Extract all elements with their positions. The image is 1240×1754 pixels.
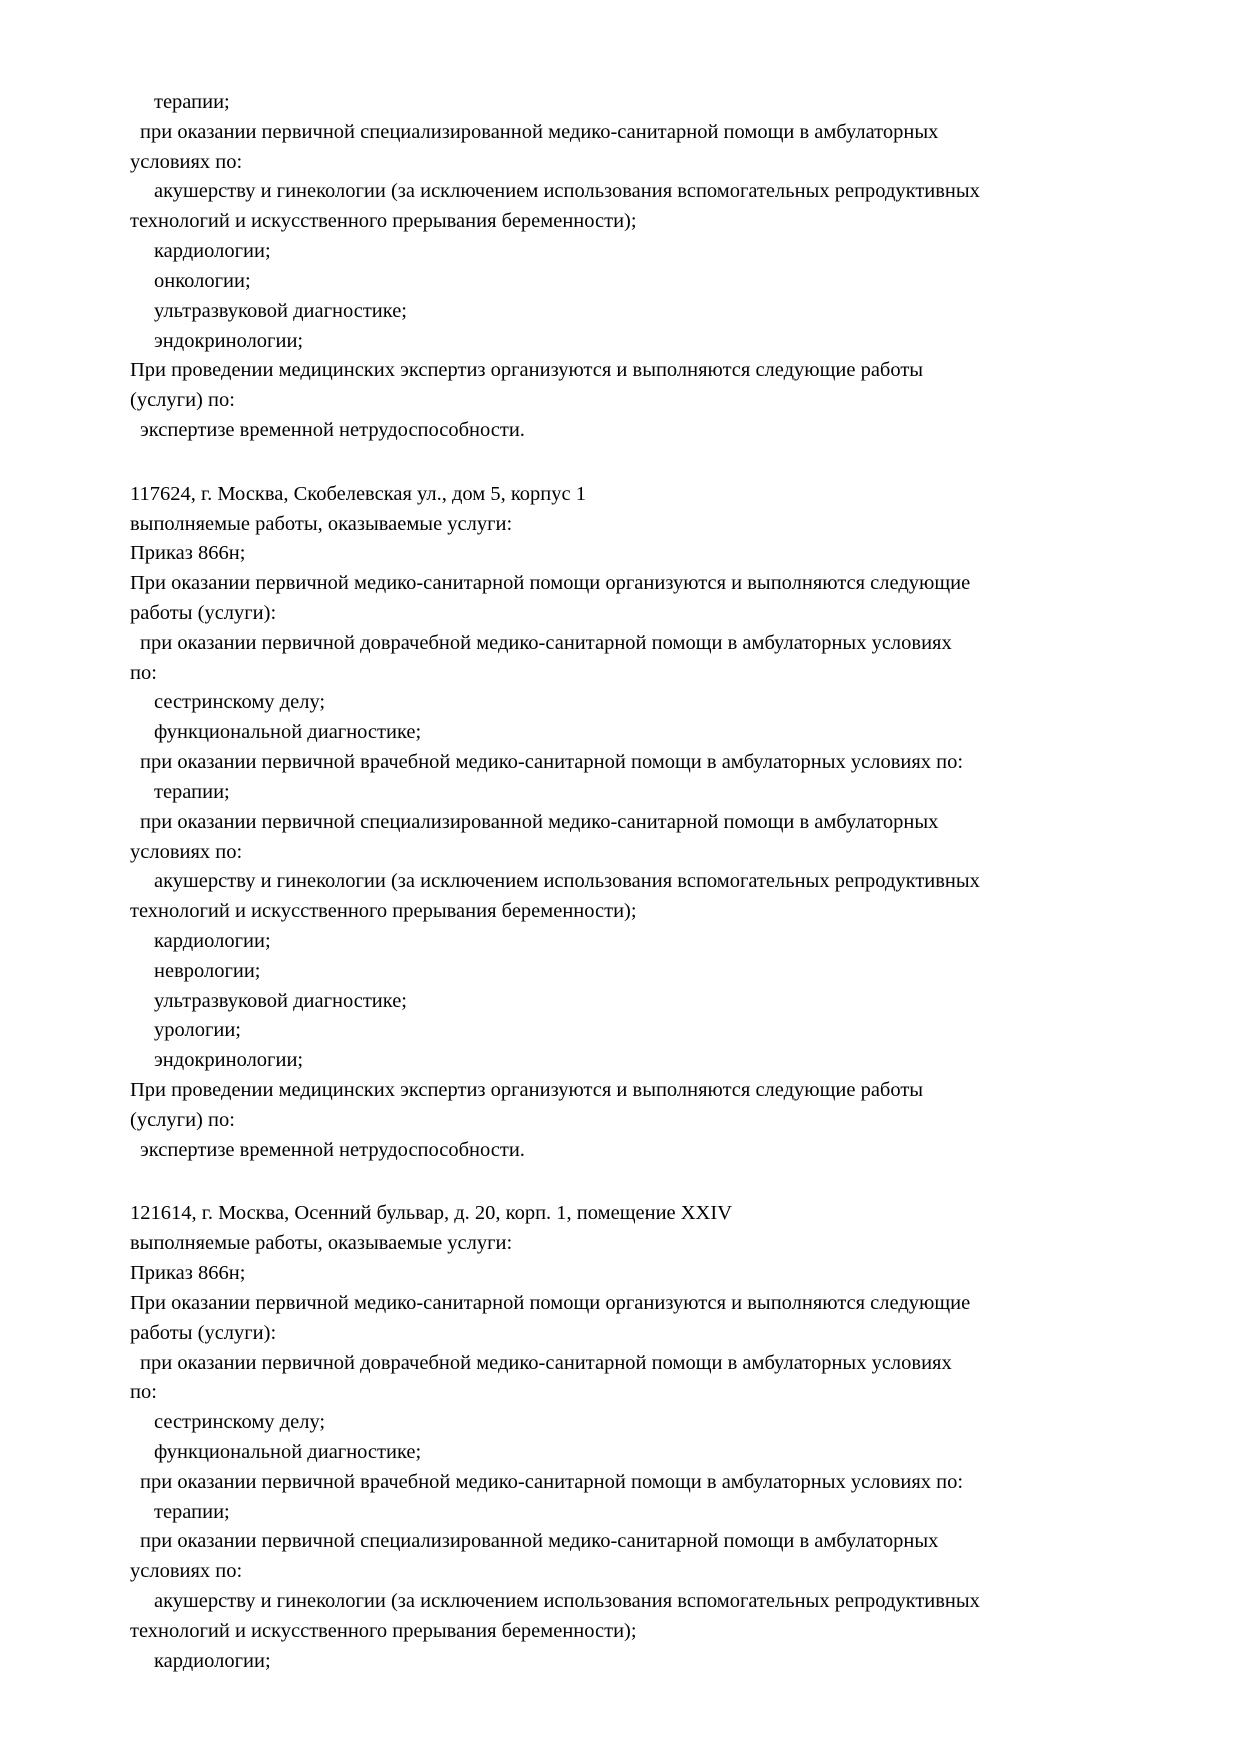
block-skobelevskaya bbox=[130, 480, 1110, 1166]
text-line: при оказании первичной специализированной медико-санитарной помощи в амбулаторных bbox=[140, 810, 939, 833]
text-line: (услуги) по: bbox=[130, 1108, 235, 1131]
text-line: условиях по: bbox=[130, 1560, 243, 1583]
text-line: технологий и искусственного прерывания беременности); bbox=[130, 210, 637, 233]
text-line: функциональной диагностике; bbox=[154, 1440, 422, 1463]
text-line: кардиологии; bbox=[154, 929, 271, 952]
text-line: при оказании первичной врачебной медико-санитарной помощи в амбулаторных условиях по: bbox=[140, 1470, 964, 1493]
paragraph-spacer bbox=[130, 446, 1110, 480]
text-line: При оказании первичной медико-санитарной помощи организуются и выполняются следующие bbox=[130, 572, 971, 595]
text-line: 121614, г. Москва, Осенний бульвар, д. 20, корп. 1, помещение XXIV bbox=[130, 1202, 732, 1225]
text-line: при оказании первичной доврачебной медико-санитарной помощи в амбулаторных условиях bbox=[140, 1351, 952, 1374]
block-osenniy bbox=[130, 1199, 1110, 1676]
text-line: (услуги) по: bbox=[130, 389, 235, 412]
text-line: при оказании первичной доврачебной медико-санитарной помощи в амбулаторных условиях bbox=[140, 631, 952, 654]
text-line: при оказании первичной специализированной медико-санитарной помощи в амбулаторных bbox=[140, 120, 939, 143]
text-line: ультразвуковой диагностике; bbox=[154, 299, 407, 322]
text-line: условиях по: bbox=[130, 840, 243, 863]
text-line: ультразвуковой диагностике; bbox=[154, 989, 407, 1012]
block-continued bbox=[130, 88, 1110, 446]
text-line: акушерству и гинекологии (за исключением использования вспомогательных репродуктивных bbox=[154, 870, 980, 893]
text-line: эндокринологии; bbox=[154, 329, 304, 352]
text-line: онкологии; bbox=[154, 269, 251, 292]
text-line: терапии; bbox=[154, 91, 230, 113]
text-line: кардиологии; bbox=[154, 240, 271, 263]
text-line: по: bbox=[130, 1381, 157, 1404]
text-line: выполняемые работы, оказываемые услуги: bbox=[130, 1232, 513, 1255]
text-line: сестринскому делу; bbox=[154, 1411, 326, 1434]
text-line: кардиологии; bbox=[154, 1649, 271, 1672]
text-line: при оказании первичной специализированной медико-санитарной помощи в амбулаторных bbox=[140, 1530, 939, 1553]
text-line: функциональной диагностике; bbox=[154, 721, 422, 744]
text-line: работы (услуги): bbox=[130, 1321, 277, 1344]
text-line: экспертизе временной нетрудоспособности. bbox=[140, 418, 525, 441]
text-line: акушерству и гинекологии (за исключением использования вспомогательных репродуктивных bbox=[154, 180, 980, 203]
text-line: Приказ 866н; bbox=[130, 542, 246, 565]
text-line: неврологии; bbox=[154, 959, 261, 982]
paragraph-spacer bbox=[130, 1165, 1110, 1199]
text-line: При проведении медицинских экспертиз организуются и выполняются следующие работы bbox=[130, 1079, 924, 1101]
text-line: выполняемые работы, оказываемые услуги: bbox=[130, 512, 513, 535]
text-line: по: bbox=[130, 661, 157, 684]
text-line: урологии; bbox=[154, 1019, 242, 1042]
text-line: Приказ 866н; bbox=[130, 1262, 246, 1285]
text-line: терапии; bbox=[154, 1500, 230, 1523]
text-line: сестринскому делу; bbox=[154, 691, 326, 714]
text-line: акушерству и гинекологии (за исключением использования вспомогательных репродуктивных bbox=[154, 1590, 980, 1612]
text-line: работы (услуги): bbox=[130, 602, 277, 624]
text-line: При оказании первичной медико-санитарной помощи организуются и выполняются следующие bbox=[130, 1291, 971, 1314]
text-line: при оказании первичной врачебной медико-санитарной помощи в амбулаторных условиях по: bbox=[140, 751, 964, 774]
document-body bbox=[130, 88, 1110, 1676]
text-line: терапии; bbox=[154, 780, 230, 803]
text-line: технологий и искусственного прерывания беременности); bbox=[130, 900, 637, 923]
text-line: технологий и искусственного прерывания беременности); bbox=[130, 1619, 637, 1642]
text-line: 117624, г. Москва, Скобелевская ул., дом 5, корпус 1 bbox=[130, 482, 586, 505]
text-line: условиях по: bbox=[130, 150, 243, 173]
text-line: эндокринологии; bbox=[154, 1049, 304, 1072]
text-line: экспертизе временной нетрудоспособности. bbox=[140, 1138, 525, 1161]
text-line: При проведении медицинских экспертиз организуются и выполняются следующие работы bbox=[130, 359, 924, 382]
